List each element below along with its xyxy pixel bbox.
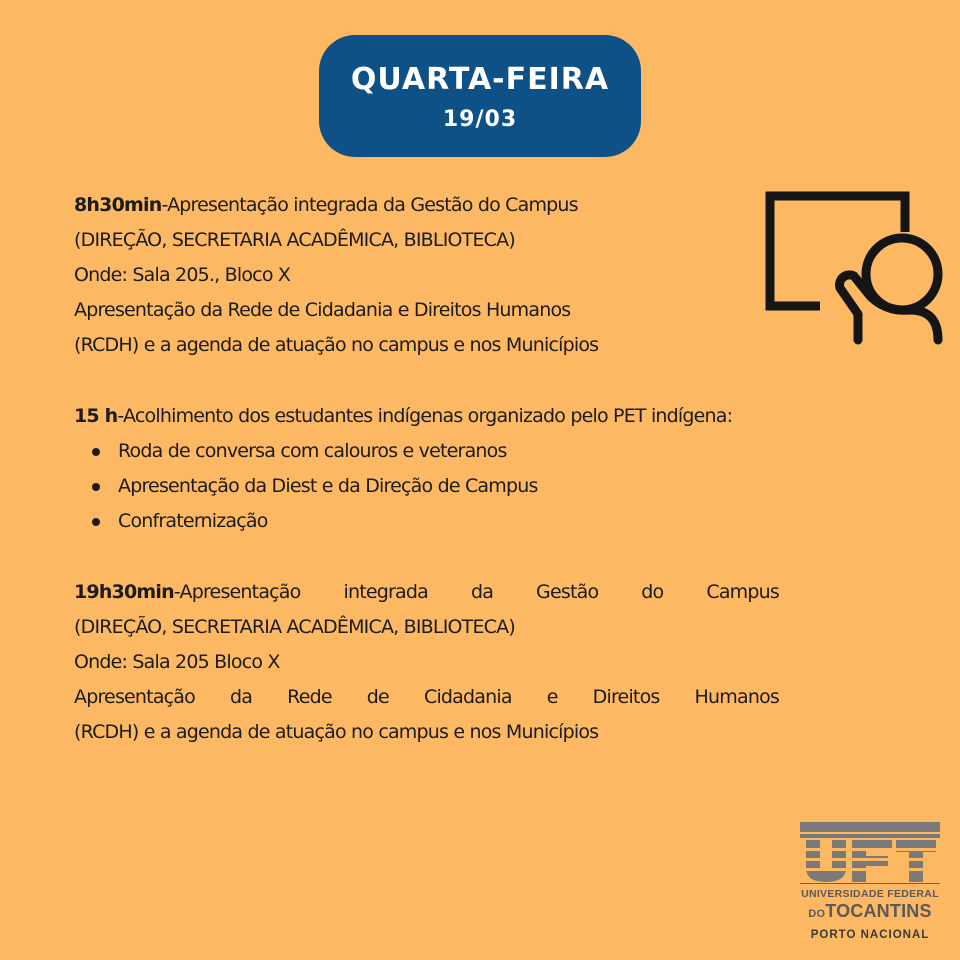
list-item: Roda de conversa com calouros e veteranos [88,434,914,469]
session-evening [74,575,779,750]
session-location: Onde: Sala 205 Bloco X [74,651,280,673]
session-time: 19h30min [74,581,174,603]
session-morning [74,188,779,363]
session-afternoon [74,399,914,539]
session-line: Apresentação da Rede de Cidadania e Direitos Humanos [74,686,779,708]
logo-state-name: DOTOCANTINS [808,901,932,921]
presenter-board-icon [762,188,947,348]
list-item: Confraternização [88,504,914,539]
session-title: -Apresentação integrada da Gestão do Campus [161,194,578,216]
session-line: (DIREÇÃO, SECRETARIA ACADÊMICA, BIBLIOTECA) [74,229,515,251]
session-heading [74,399,914,434]
session-title: -Apresentação integrada da Gestão do Campus [173,581,779,603]
uft-logo [798,822,942,947]
session-line: (DIREÇÃO, SECRETARIA ACADÊMICA, BIBLIOTECA) [74,616,515,638]
session-location: Onde: Sala 205., Bloco X [74,264,291,286]
session-title: -Acolhimento dos estudantes indígenas organizado pelo PET indígena: [117,405,733,427]
session-line: (RCDH) e a agenda de atuação no campus e nos Municípios [74,721,599,743]
session-line: Apresentação da Rede de Cidadania e Direitos Humanos [74,299,571,321]
uft-logo-mark [800,822,940,884]
session-heading [74,188,779,223]
session-time: 15 h [74,405,118,427]
logo-campus-name: PORTO NACIONAL [810,929,930,941]
session-heading [74,575,779,610]
list-item: Apresentação da Diest e da Direção de Campus [88,469,914,504]
day-header [319,35,641,157]
date-label: 19/03 [442,107,518,132]
session-time: 8h30min [74,194,162,216]
logo-university-name: UNIVERSIDADE FEDERAL [801,888,939,900]
schedule-content [74,188,779,750]
session-line: (RCDH) e a agenda de atuação no campus e nos Municípios [74,334,599,356]
activity-list [74,434,914,539]
day-title: QUARTA-FEIRA [350,62,610,97]
